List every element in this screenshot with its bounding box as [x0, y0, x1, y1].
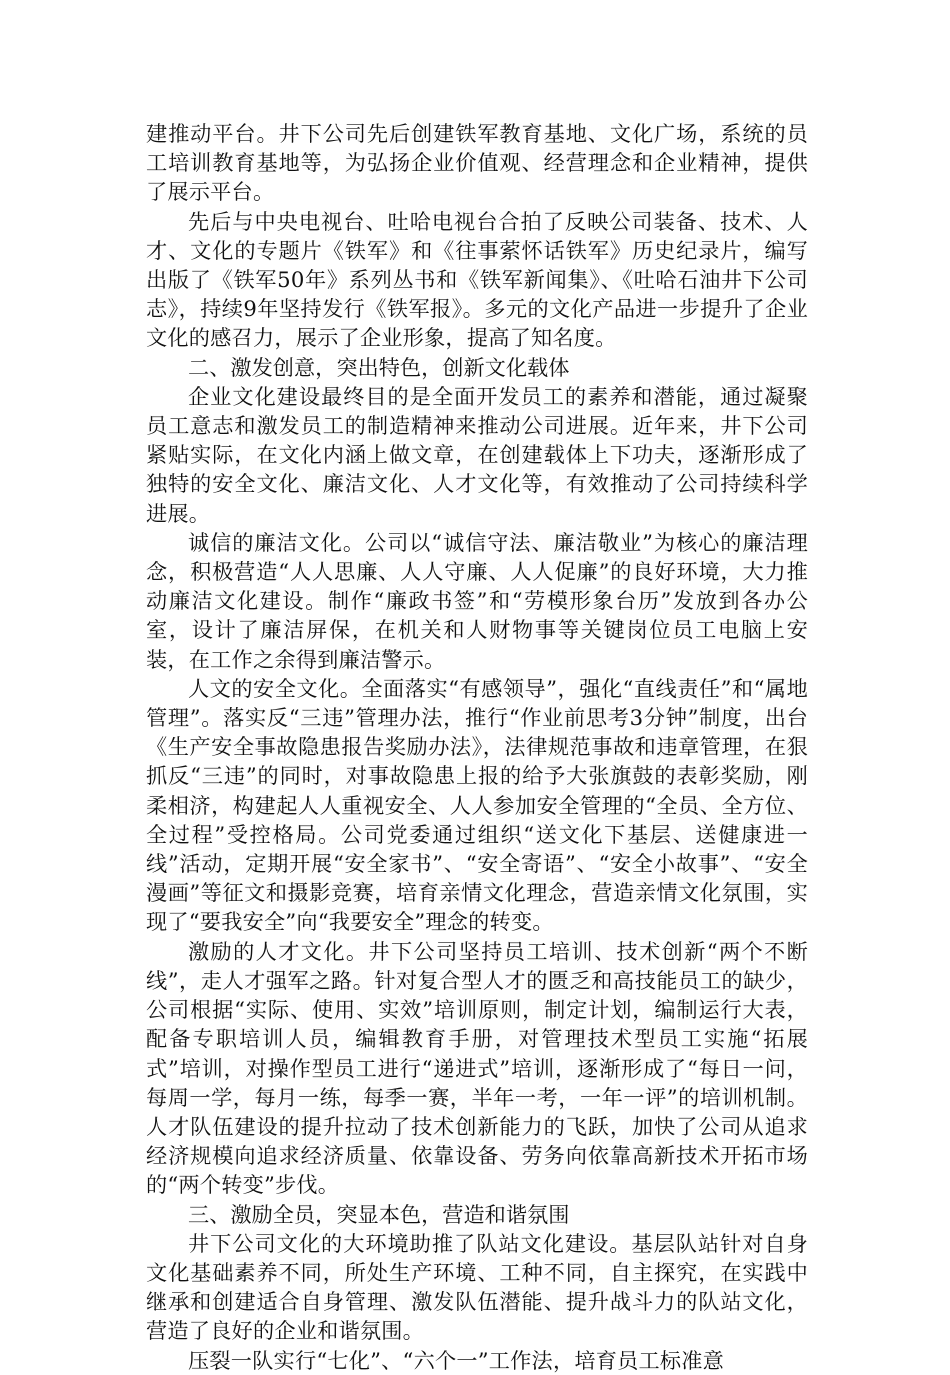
document-body: [146, 119, 808, 1375]
section-heading-two: 二、激发创意，突出特色，创新文化载体: [188, 354, 570, 380]
paragraph-team-culture: 井下公司文化的大环境助推了队站文化建设。基层队站针对自身文化基础素养不同，所处生产环境、工种不同，自主探究，在实践中继承和创建适合自身管理、激发队伍潜能、提升战斗力的队站文化，营造了良好的企业和谐氛围。: [146, 1230, 808, 1344]
paragraph-culture-goal: 企业文化建设最终目的是全面开发员工的素养和潜能，通过凝聚员工意志和激发员工的制造精神来推动公司进展。近年来，井下公司紧贴实际，在文化内涵上做文章，在创建载体上下功夫，逐渐形成了独特的安全文化、廉洁文化、人才文化等，有效推动了公司持续科学进展。: [146, 383, 808, 526]
paragraph-safety-culture: 人文的安全文化。全面落实“有感领导”，强化“直线责任”和“属地管理”。落实反“三违”管理办法，推行“作业前思考3分钟”制度，出台《生产安全事故隐患报告奖励办法》，法律规范事故和违章管理，在狠抓反“三违”的同时，对事故隐患上报的给予大张旗鼓的表彰奖励，刚柔相济，构建起人人重视安全、人人参加安全管理的“全员、全方位、全过程”受控格局。公司党委通过组织“送文化下基层、送健康进一线”活动，定期开展“安全家书”、“安全寄语”、“安全小故事”、“安全漫画”等征文和摄影竞赛，培育亲情文化理念，营造亲情文化氛围，实现了“要我安全”向“我要安全”理念的转变。: [146, 675, 808, 935]
section-heading-three: 三、激励全员，突显本色，营造和谐氛围: [188, 1201, 570, 1227]
paragraph-talent-culture: 激励的人才文化。井下公司坚持员工培训、技术创新“两个不断线”，走人才强军之路。针对复合型人才的匮乏和高技能员工的缺少，公司根据“实际、使用、实效”培训原则，制定计划，编制运行大表，配备专职培训人员，编辑教育手册，对管理技术型员工实施“拓展式”培训，对操作型员工进行“递进式”培训，逐渐形成了“每日一问，每周一学，每月一练，每季一赛，半年一考，一年一评”的培训机制。人才队伍建设的提升拉动了技术创新能力的飞跃，加快了公司从追求经济规模向追求经济质量、依靠设备、劳务向依靠高新技术开拓市场的“两个转变”步伐。: [146, 938, 808, 1198]
paragraph-platform-intro: 建推动平台。井下公司先后创建铁军教育基地、文化广场，系统的员工培训教育基地等，为弘扬企业价值观、经营理念和企业精神，提供了展示平台。: [146, 121, 808, 205]
paragraph-fracturing-team: 压裂一队实行“七化”、“六个一”工作法，培育员工标准意: [188, 1347, 725, 1373]
paragraph-integrity-culture: 诚信的廉洁文化。公司以“诚信守法、廉洁敬业”为核心的廉洁理念，积极营造“人人思廉、人人守廉、人人促廉”的良好环境，大力推动廉洁文化建设。制作“廉政书签”和“劳模形象台历”发放到各办公室，设计了廉洁屏保，在机关和人财物事等关键岗位员工电脑上安装，在工作之余得到廉洁警示。: [146, 529, 808, 672]
paragraph-culture-products: 先后与中央电视台、吐哈电视台合拍了反映公司装备、技术、人才、文化的专题片《铁军》和《往事萦怀话铁军》历史纪录片，编写出版了《铁军50年》系列丛书和《铁军新闻集》、《吐哈石油井下公司志》，持续9年坚持发行《铁军报》。多元的文化产品进一步提升了企业文化的感召力，展示了企业形象，提高了知名度。: [146, 208, 808, 351]
